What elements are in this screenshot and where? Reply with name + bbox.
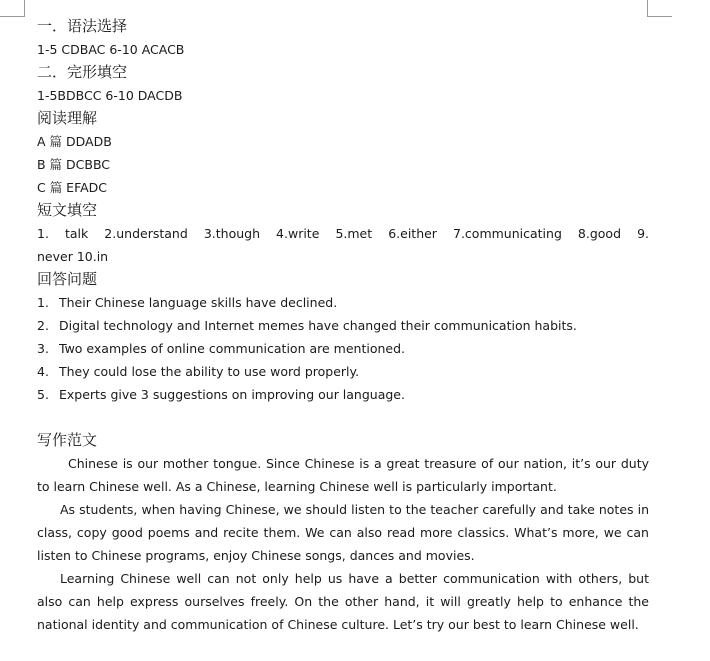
qa-item-number: 3.: [37, 341, 49, 356]
reading-answers-c: C 篇 EFADC: [37, 180, 108, 195]
qa-item: [37, 291, 649, 314]
section-title-cloze: 二．完形填空: [37, 63, 128, 81]
section-title-writing: 写作范文: [37, 431, 98, 449]
short-fill-answers-line-2: never 10.in: [37, 249, 109, 264]
qa-item-number: 4.: [37, 364, 49, 379]
qa-item: [37, 337, 649, 360]
qa-item-text: Digital technology and Internet memes have changed their communication habits.: [59, 318, 577, 333]
qa-item-text: Two examples of online communication are mentioned.: [59, 341, 405, 356]
section-title-short-fill: 短文填空: [37, 201, 98, 219]
writing-paragraph-3: Learning Chinese well can not only help us have a better communication with others, but also can help express ourselves freely. On the other hand, it will greatly help to enhance the national identity and communication of Chinese culture. Let’s try our best to learn Chinese well.: [37, 571, 649, 632]
qa-item: [37, 314, 649, 337]
writing-paragraph-2: As students, when having Chinese, we should listen to the teacher carefully and take notes in class, copy good poems and recite them. We can also read more classics. What’s more, we can listen to Chinese programs, enjoy Chinese songs, dances and movies.: [37, 502, 649, 563]
grammar-answers: 1-5 CDBAC 6-10 ACACB: [37, 42, 185, 57]
qa-item-number: 2.: [37, 318, 49, 333]
reading-answers-b: B 篇 DCBBC: [37, 157, 111, 172]
qa-item: [37, 360, 649, 383]
page-corner-mark-right: [647, 0, 672, 17]
page-corner-mark-left: [0, 0, 25, 17]
section-title-qa: 回答问题: [37, 270, 98, 288]
blank-line: [37, 406, 649, 429]
qa-item-number: 1.: [37, 295, 49, 310]
qa-item-text: Their Chinese language skills have declined.: [59, 295, 338, 310]
reading-answers-a: A 篇 DDADB: [37, 134, 112, 149]
section-title-reading: 阅读理解: [37, 109, 98, 127]
qa-item-text: They could lose the ability to use word properly.: [59, 364, 360, 379]
qa-item-text: Experts give 3 suggestions on improving our language.: [59, 387, 405, 402]
short-fill-answers-line-1: 1. talk 2.understand 3.though 4.write 5.met 6.either 7.communicating 8.good 9.: [37, 226, 649, 241]
qa-item-number: 5.: [37, 387, 49, 402]
cloze-answers: 1-5BDBCC 6-10 DACDB: [37, 88, 183, 103]
qa-item: [37, 383, 649, 406]
section-title-grammar: 一．语法选择: [37, 17, 128, 35]
document-body: [37, 15, 649, 636]
writing-paragraph-1: Chinese is our mother tongue. Since Chinese is a great treasure of our nation, it’s our duty to learn Chinese well. As a Chinese, learning Chinese well is particularly important.: [37, 456, 649, 494]
